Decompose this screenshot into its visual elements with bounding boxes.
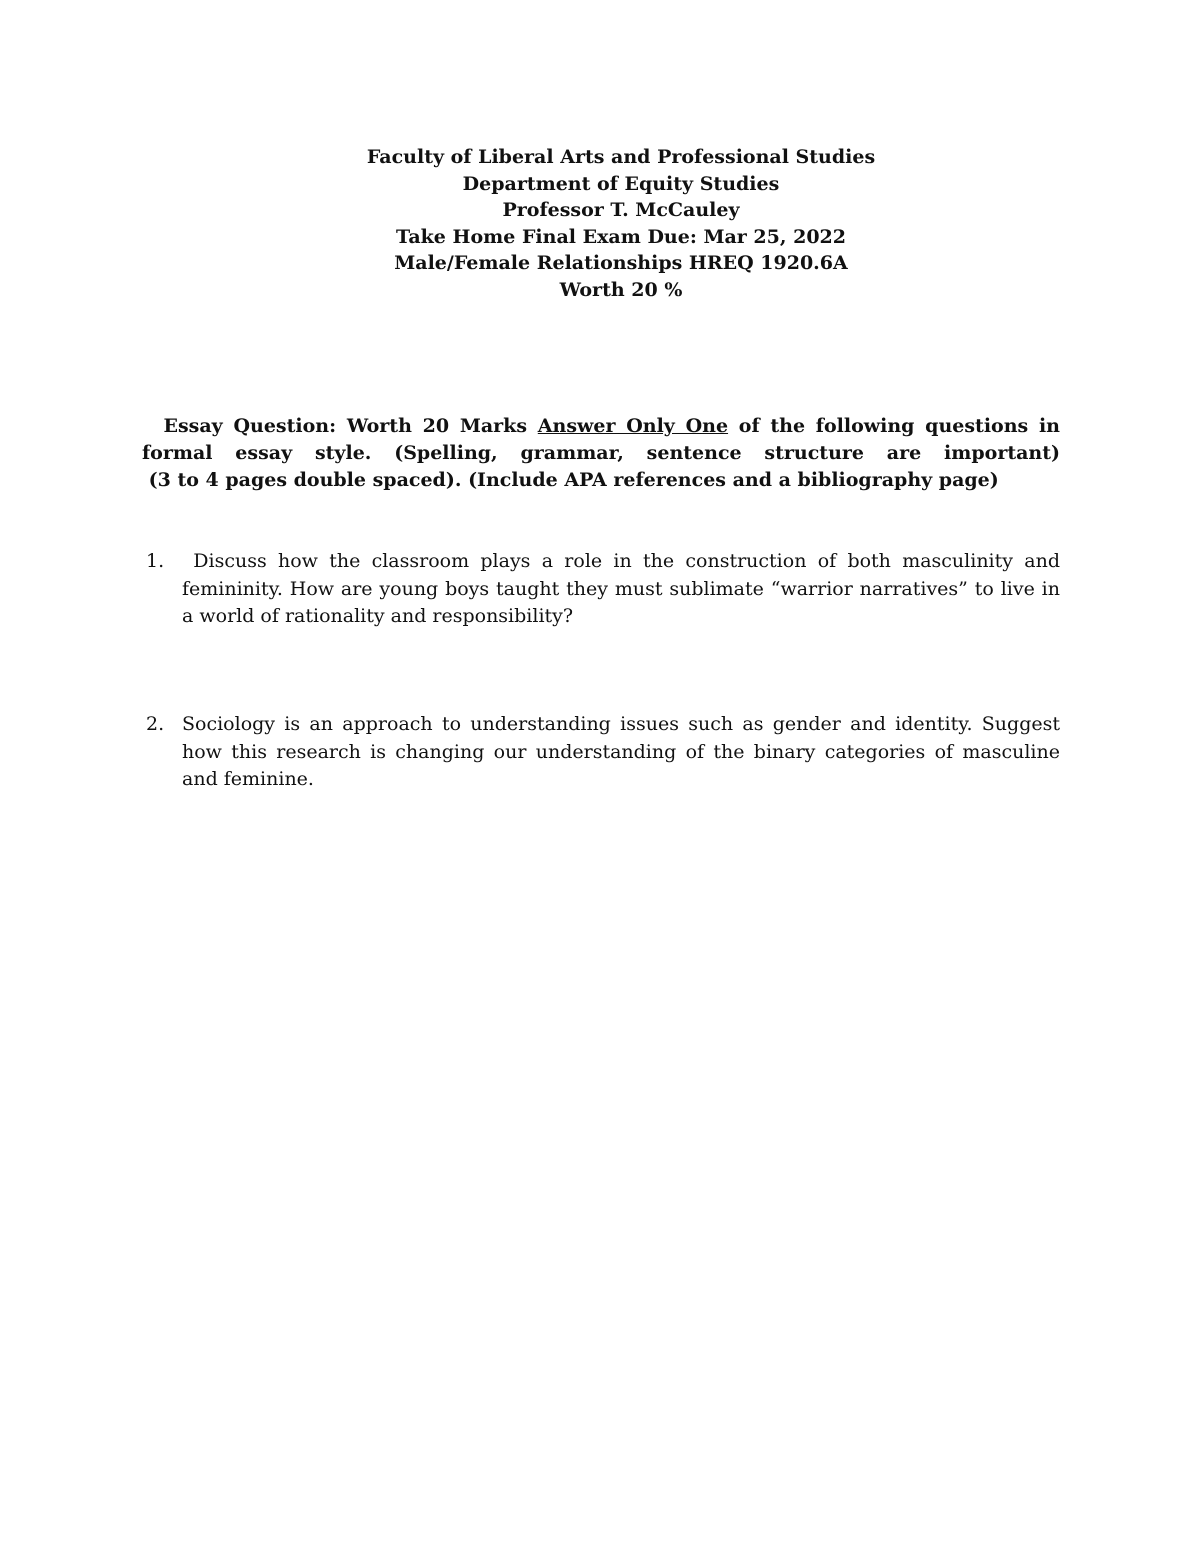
instructions-prefix: Essay Question: Worth 20 Marks — [163, 415, 538, 437]
instructions-paragraph — [142, 413, 1060, 467]
department-title: Department of Equity Studies — [462, 172, 780, 195]
instructions-suffix: of the following questions in formal essay style. (Spelling, grammar, sentence structure are important) — [142, 415, 1060, 464]
professor-name: Professor T. McCauley — [502, 199, 740, 222]
exam-worth: Worth 20 % — [559, 278, 683, 301]
document-header — [0, 144, 1200, 304]
question-number: 1. — [146, 550, 165, 572]
instructions-format-line: (3 to 4 pages double spaced). (Include APA references and a bibliography page) — [148, 469, 999, 491]
essay-instructions — [142, 413, 1060, 494]
question-text: Discuss how the classroom plays a role in the construction of both masculinity and femininity. How are young boys taught they must sublimate “warrior narratives” to live in a world of rationality and responsibility? — [182, 550, 1060, 627]
exam-due-date: Take Home Final Exam Due: Mar 25, 2022 — [396, 225, 846, 248]
question-number: 2. — [146, 713, 165, 735]
course-title: Male/Female Relationships HREQ 1920.6A — [394, 252, 848, 275]
answer-only-one-emphasis: Answer Only One — [537, 415, 729, 437]
question-text: Sociology is an approach to understanding issues such as gender and identity. Suggest how this research is changing our understanding of the binary categories of masculine and feminine. — [182, 713, 1060, 790]
faculty-title: Faculty of Liberal Arts and Professional Studies — [366, 146, 876, 168]
